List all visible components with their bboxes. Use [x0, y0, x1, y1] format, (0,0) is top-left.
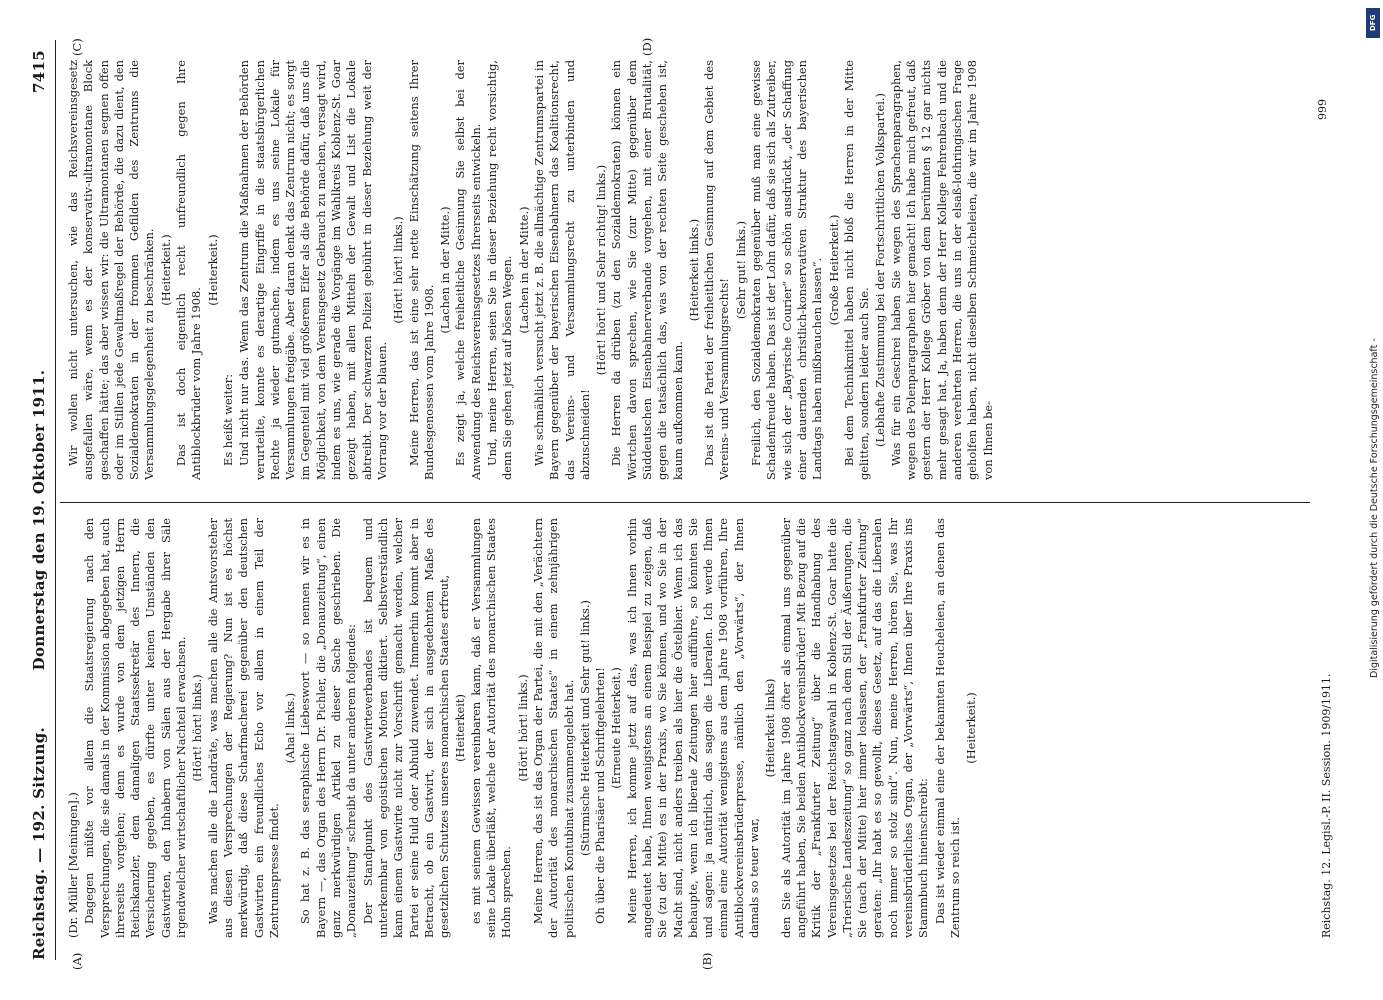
interjection: (Heiterkeit.) — [205, 234, 220, 306]
column-divider — [60, 502, 1310, 503]
paragraph: Was machen alle die Landräte, was machen alle die Amtsvorsteher aus diesen Versprechungen der Regierung? Nun ist es höchst merkwürdig, daß diese Scharfmacherei gegenüber den deutschen Gastwirten ein freundliches Echo vor allem in einem Teil der Zentrumspresse findet. — [205, 518, 281, 938]
paragraph: Die Herren da drüben (zu den Sozialdemokraten) können ein Wörtchen davon sprechen, wie Sie (zur Mitte) gegenüber dem Süddeutschen Eisenbahnerverbande vorgehen, mit einer Brutalität, gegen die tatsächlich das, was von der rechten Seite geschehen ist, kaum aufkommen kann. — [609, 60, 685, 480]
quoted-paragraph: Der Standpunkt des Gastwirteverbandes ist bequem und unterkennbar von egoistischen Motiven diktiert. Selbstverständlich kann einem Gastwirte nicht zur Vorschrift gemacht werden, welcher Partei er seine Huld oder Abhuld zuwendet. Immerhin kommt aber in Betracht, ob ein Gastwirt, der sich in ausgedehntem Maße des gesetzlichen Schutzes unseres monarchischen Staates erfreut, — [360, 518, 452, 938]
paragraph: Dagegen müßte vor allem die Staatsregierung nach den Versprechungen, die sie damals in der Kommission abgegeben hat, auch ihrerseits vorgehen; denn es wurde von dem jetzigen Herrn Reichskanzler, dem damaligen Staatssekretär des Innern, die Versicherung gegeben, es dürfte unter keinen Umständen den Gastwirten, den Inhabern von Sälen aus der Hergabe ihrer Säle irgendwelcher wirtschaftlicher Nachteil erwachsen. — [82, 518, 189, 938]
footer-session: Reichstag. 12. Legisl.-P. II. Session. 1909/1911. — [1320, 673, 1333, 938]
interjection: (Sehr gut! links.) — [733, 220, 748, 320]
paragraph: Was für ein Geschrei haben Sie wegen des Sprachenparagraphen, wegen des Polenparagraphen hier gemacht! Ich habe mich gefreut, daß gestern der Herr Kollege Gröber von dem berühmten § 12 gar nichts mehr gesagt hat. Ja, haben denn der Herr Kollege Fehrenbach und die anderen verehrten Herren, die uns in der elsaß-lothringischen Frage geholfen haben, nicht dieselben Schmeicheleien, die wir im Jahre 1908 von Ihnen be- — [888, 60, 995, 480]
interjection: (Lebhafte Zustimmung bei der Fortschrittlichen Volkspartei.) — [873, 93, 888, 447]
paragraph: So hat z. B. das seraphische Liebeswort — so nennen wir es in Bayern —, das Organ des Herrn Dr. Pichler, die „Donauzeitung“, einen ganz merkwürdigen Artikel zu dieser Sache geschrieben. Die „Donauzeitung“ schreibt da unter anderem folgendes: — [298, 518, 359, 938]
paragraph: Es zeigt ja, welche freiheitliche Gesinnung Sie selbst bei der Anwendung des Reichsvereinsgesetzes Ihrerseits entwickeln. — [453, 60, 483, 480]
quoted-paragraph: Das ist wieder einmal eine der bekannten Heucheleien, an denen das Zentrum so reich ist. — [932, 518, 962, 938]
interjection: (Aha! links.) — [283, 692, 298, 764]
paragraph: Und, meine Herren, seien Sie in dieser Beziehung recht vorsichtig, denn Sie gehen jetzt auf bösen Wegen. — [485, 60, 515, 480]
interjection: (Stürmische Heiterkeit und Sehr gut! links.) — [577, 600, 592, 856]
interjection: (Lachen in der Mitte.) — [516, 206, 531, 334]
paragraph: Oh über die Pharisäer und Schriftgelehrten! — [593, 667, 608, 924]
margin-mark-b: (B) — [700, 952, 714, 970]
interjection: (Heiterkeit links) — [763, 678, 778, 778]
left-column — [66, 518, 1296, 938]
interjection: (Lachen in der Mitte.) — [438, 206, 453, 334]
paragraph: Bei dem Technikmittel haben nicht bloß die Herren in der Mitte gelitten, sondern leider auch Sie. — [841, 60, 872, 480]
paragraph: Das ist die Partei der freiheitlichen Gesinnung auf dem Gebiet des Vereins- und Versammlungsrechts! — [702, 60, 732, 480]
paragraph: Freilich, den Sozialdemokraten gegenüber muß man eine gewisse Schadenfreude haben. Das ist der Lohn dafür, daß sie sich als Zutreiber, wie sich der „Bayrische Courier“ so schön ausdrückt, „der Schaffung einer dauernden christlich-konservativen Struktur des bayerischen Landtags haben mißbrauchen lassen“. — [749, 60, 825, 480]
right-column — [66, 60, 1296, 480]
interjection: (Hört! hört! links.) — [190, 674, 205, 782]
interjection: (Hört! hört! und Sehr richtig! links.) — [594, 164, 609, 376]
interjection: (Heiterkeit.) — [964, 692, 979, 764]
quoted-paragraph: es mit seinem Gewissen vereinbaren kann, daß er Versammlungen seine Lokale überläßt, welche der Autorität des monarchischen Staates Hohn sprechen. — [468, 518, 514, 938]
dfg-logo: DFG — [1366, 8, 1380, 38]
interjection: (Hört! hört! links.) — [515, 674, 530, 782]
paragraph: Meine Herren, ich komme jetzt auf das, was ich Ihnen vorhin angedeutet habe, Ihnen wenigstens an einem Beispiel zu zeigen, daß Sie (zu der Mitte) es in der Praxis, wo Sie können, und wo Sie in der Macht sind, nicht anders treiben als hier die Östelbier. Wenn ich das behaupte, wenn ich liberale Zeitungen hier aufführe, so könnten Sie und sagen: ja natürlich, das sagen die Liberalen. Ich werde Ihnen einmal eine Autorität wenigstens aus dem Jahre 1908 vorführen, Ihre Antiblockvereinsbrüderpresse, nämlich den „Vorwärts“, der Ihnen damals so teuer war, — [624, 518, 762, 938]
header-page-number: 7415 — [30, 50, 48, 93]
paragraph: Meine Herren, das ist das Organ der Partei, die mit den „Verächtern der Autorität des monarchischen Staates“ in einem zehnjährigen politischen Kontubinat zusammengelebt hat. — [530, 518, 576, 938]
paragraph: Es heißt weiter: — [220, 373, 235, 466]
header-date: Donnerstag den 19. Oktober 1911. — [30, 369, 48, 671]
header-rule — [55, 40, 56, 960]
speaker-line: (Dr. Müller [Meiningen].) — [66, 792, 80, 938]
interjection: (Heiterkeit) — [453, 694, 468, 762]
interjection: (Große Heiterkeit.) — [826, 214, 841, 326]
footer-page-number: 999 — [1316, 99, 1329, 120]
margin-mark-a: (A) — [70, 952, 84, 970]
quoted-paragraph: Wir wollen nicht untersuchen, wie das Reichsvereinsgesetz ausgefallen wäre, wenn es der konservativ-ultramontane Block geschaffen hätte; das aber wissen wir: die Ultramontanen segnen offen oder im Stillen jede Gewaltmaßregel der Behörde, die dazu dient, den Sozialdemokraten in der frommen Gefilden des Zentrums die Versammlungsgelegenheit zu beschränken. — [66, 60, 157, 480]
paragraph: Das ist doch eigentlich recht unfreundlich gegen Ihre Antiblockbrüder vom Jahre 1908. — [174, 60, 204, 480]
digitization-note-text: Digitalisierung gefördert durch die Deutsche Forschungsgemeinschaft - — [1369, 338, 1380, 678]
interjection: (Erneute Heiterkeit.) — [609, 667, 624, 789]
interjection: (Heiterkeit links.) — [686, 218, 701, 322]
quoted-paragraph: Und nicht nur das. Wenn das Zentrum die Maßnahmen der Behörden verurteilte, konnte es derartige Eingriffe in die staatsbürgerlichen Rechte ja wieder gutmachen, indem es uns seine Lokale für Versammlungen freigäbe. Aber daran denkt das Zentrum nicht; es sorgt im Gegenteil mit viel größerem Eifer als die Behörde dafür, daß uns die Möglichkeit, von dem Vereinsgesetz Gebrauch zu machen, versagt wird, indem es uns, wie gerade die Vorgänge im Wahlkreis Koblenz-St. Goar gezeigt haben, mit allen Mitteln der Gewalt und List die Lokale abtreibt. Der schwarzen Polizei gebührt in dieser Beziehung weit der Vorrang vor der blauen. — [237, 60, 389, 480]
paragraph: Wie schmählich versucht jetzt z. B. die allmächtige Zentrumspartei in Bayern gegenüber der bayerischen Eisenbahnern das Koalitionsrecht, das Vereins- und Versammlungsrecht zu unterbinden und abzuschneiden! — [531, 60, 592, 480]
margin-mark-c: (C) — [70, 38, 84, 56]
interjection: (Heiterkeit.) — [158, 234, 173, 306]
paragraph: den Sie als Autorität im Jahre 1908 öfter als einmal uns gegenüber angeführt haben, Sie beiden Antiblockvereinsbrüder! Mit Bezug auf die Kritik der „Frankfurter Zeitung“ über die Handhabung des Vereinsgesetzes bei der Reichstagswahl in Koblenz-St. Goar hatte die „Trierische Landeszeitung“ so ganz nach dem Stil der Äußerungen, die Sie (nach der Mitte) hier immer loslassen, der „Frankfurter Zeitung“ geraten: „Ihr habt es so gewollt, dieses Gesetz, auf das die Liberalen noch immer so stolz sind“. Nun, meine Herren, hören Sie, was Ihr vereinsbrüderliches Organ, der „Vorwärts“, Ihnen über Ihre Praxis ins Stammbuch hineinschreibt: — [778, 518, 931, 938]
interjection: (Hört! hört! links.) — [391, 216, 406, 324]
header-left: Reichstag. — 192. Sitzung. — [30, 726, 48, 960]
paragraph: Meine Herren, das ist eine sehr nette Einschätzung seitens Ihrer Bundesgenossen vom Jahre 1908. — [406, 60, 436, 480]
margin-mark-d: (D) — [640, 37, 654, 56]
digitization-note — [1367, 8, 1383, 678]
